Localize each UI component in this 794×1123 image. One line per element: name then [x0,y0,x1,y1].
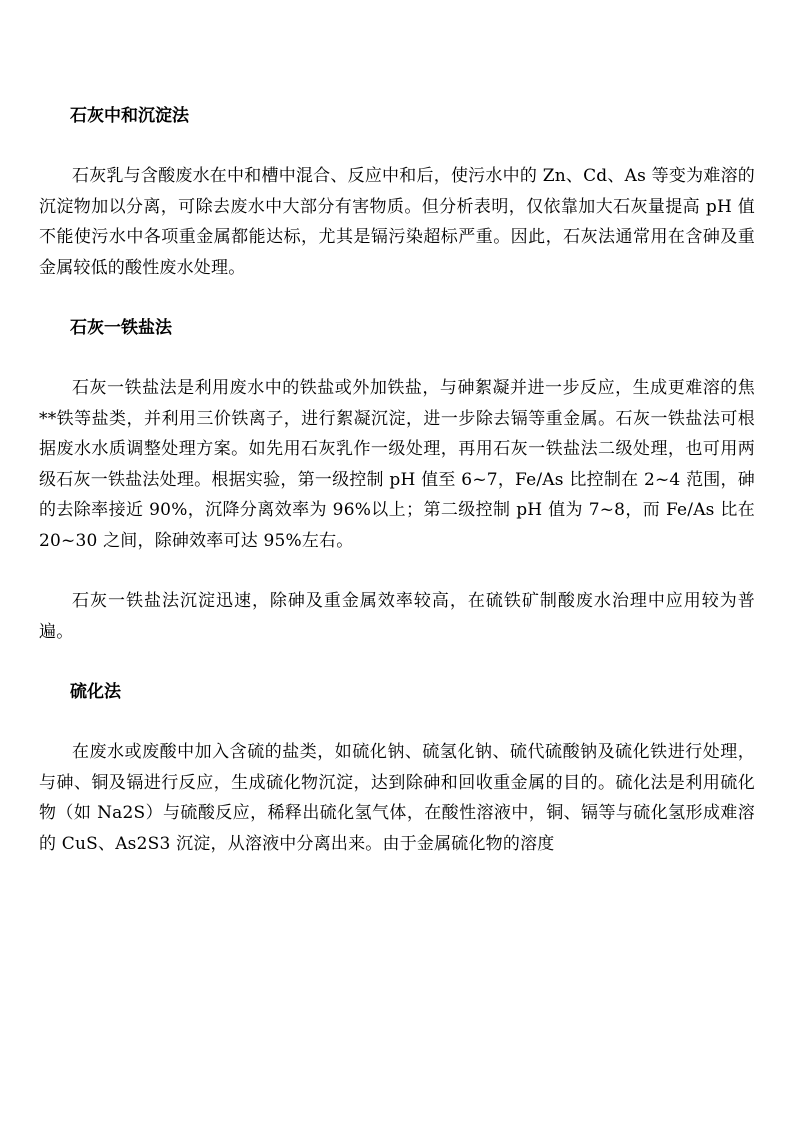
section-heading-lime-neutralization: 石灰中和沉淀法 [70,106,189,126]
paragraph-lime-iron-salt-method: 石灰一铁盐法是利用废水中的铁盐或外加铁盐，与砷絮凝并进一步反应，生成更难溶的焦**铁等盐类，并利用三价铁离子，进行絮凝沉淀，进一步除去镉等重金属。石灰一铁盐法可根据废水水质调整处理方案。如先用石灰乳作一级处理，再用石灰一铁盐法二级处理，也可用两级石灰一铁盐法处理。根据实验，第一级控制 pH 值至 6~7，Fe/As 比控制在 2~4 范围，砷的去除率接近 90%，沉降分离效率为 96%以上；第二级控制 pH 值为 7~8，而 Fe/As 比在 20~30 之间，除砷效率可达 95%左右。 [39,378,755,551]
paragraph-sulfide-method: 在废水或废酸中加入含硫的盐类，如硫化钠、硫氢化钠、硫代硫酸钠及硫化铁进行处理，与砷、铜及镉进行反应，生成硫化物沉淀，达到除砷和回收重金属的目的。硫化法是利用硫化物（如 Na2S）与硫酸反应，稀释出硫化氢气体，在酸性溶液中，铜、镉等与硫化氢形成难溶的 CuS、As2S3 沉淀，从溶液中分离出来。由于金属硫化物的溶度 [39,742,755,854]
paragraph-lime-iron-salt-summary: 石灰一铁盐法沉淀迅速，除砷及重金属效率较高，在硫铁矿制酸废水治理中应用较为普遍。 [39,591,755,642]
document-body [39,101,755,889]
paragraph-lime-neutralization: 石灰乳与含酸废水在中和槽中混合、反应中和后，使污水中的 Zn、Cd、As 等变为难溶的沉淀物加以分离，可除去废水中大部分有害物质。但分析表明，仅依靠加大石灰量提高 pH 值不能使污水中各项重金属都能达标，尤其是镉污染超标严重。因此，石灰法通常用在含砷及重金属较低的酸性废水处理。 [39,166,755,278]
section-heading-sulfide: 硫化法 [70,682,121,702]
section-heading-lime-iron-salt: 石灰一铁盐法 [70,318,172,338]
